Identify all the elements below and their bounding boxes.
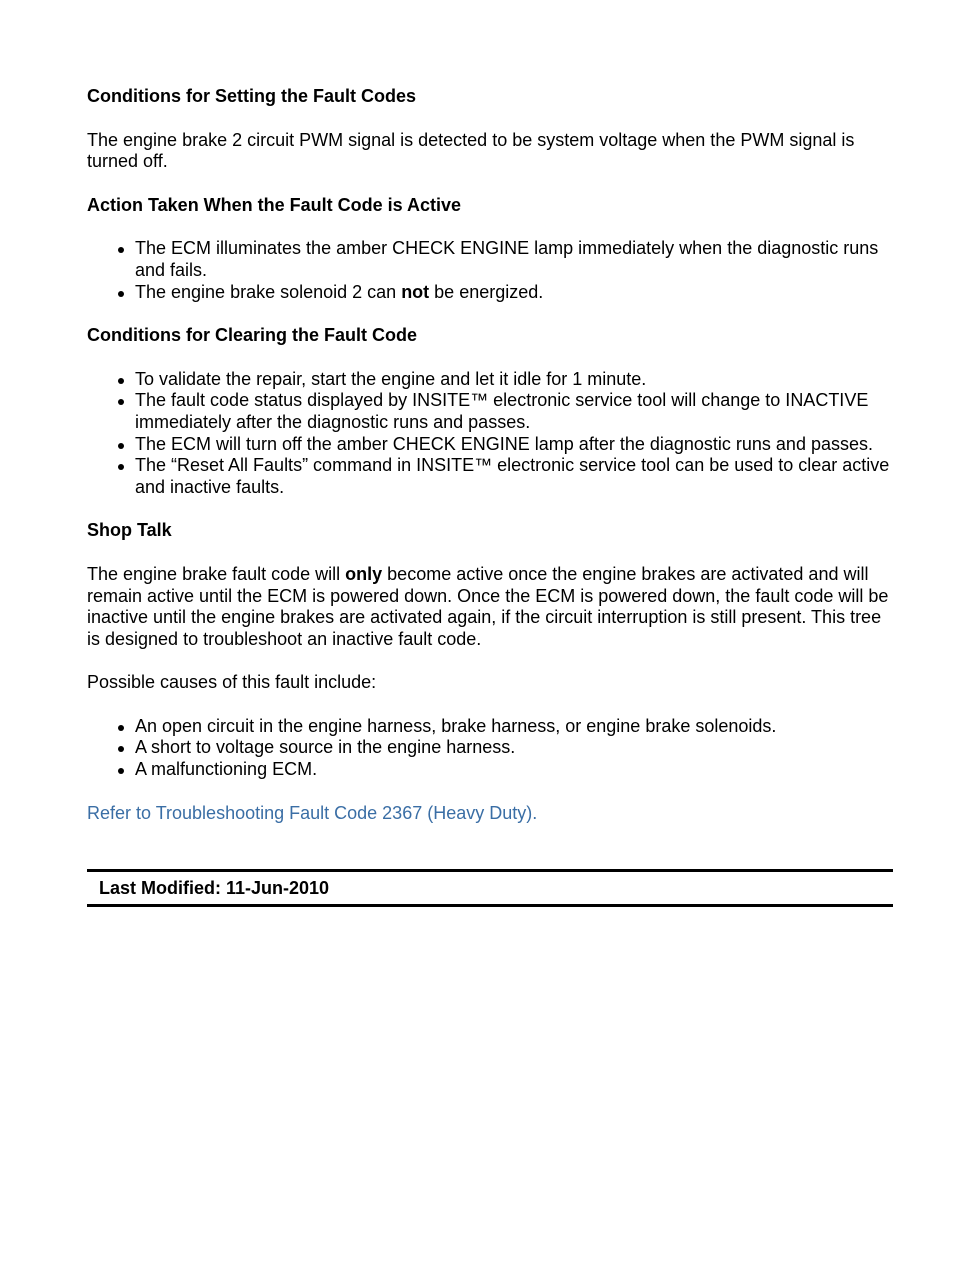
list-item: The “Reset All Faults” command in INSITE™ electronic service tool can be used to clear active and inactive faults.: [135, 455, 893, 498]
possible-causes-intro: Possible causes of this fault include:: [87, 672, 377, 693]
footer-bar: [87, 869, 893, 907]
list-item: The fault code status displayed by INSITE™ electronic service tool will change to INACTIVE immediately after the diagnostic runs and passes.: [135, 390, 893, 433]
list-item: The engine brake solenoid 2 can not be energized.: [135, 282, 893, 304]
document-body: [87, 86, 893, 824]
list-item: A malfunctioning ECM.: [135, 759, 893, 781]
list-item: A short to voltage source in the engine harness.: [135, 737, 893, 759]
shop-talk-heading: Shop Talk: [87, 520, 172, 541]
list-item: The ECM illuminates the amber CHECK ENGINE lamp immediately when the diagnostic runs and fails.: [135, 238, 893, 281]
clearing-conditions-list: [87, 369, 893, 499]
list-item: The ECM will turn off the amber CHECK ENGINE lamp after the diagnostic runs and passes.: [135, 434, 893, 456]
last-modified-label: Last Modified: 11-Jun-2010: [99, 878, 330, 898]
list-item: An open circuit in the engine harness, brake harness, or engine brake solenoids.: [135, 716, 893, 738]
action-taken-heading: Action Taken When the Fault Code is Active: [87, 194, 462, 215]
shop-talk-text: The engine brake fault code will only become active once the engine brakes are activated and will remain active until the ECM is powered down. Once the ECM is powered down, the fault code will be inactive until the engine brakes are activated again, if the circuit interruption is still present. This tree is designed to troubleshoot an inactive fault code.: [87, 563, 889, 649]
list-item: To validate the repair, start the engine and let it idle for 1 minute.: [135, 369, 893, 391]
emphasis-text: only: [345, 563, 383, 584]
possible-causes-list: [87, 716, 893, 781]
troubleshooting-link[interactable]: Refer to Troubleshooting Fault Code 2367 (Heavy Duty).: [87, 802, 538, 823]
setting-conditions-heading: Conditions for Setting the Fault Codes: [87, 86, 416, 106]
action-taken-list: [87, 238, 893, 303]
clearing-conditions-heading: Conditions for Clearing the Fault Code: [87, 325, 417, 346]
emphasis-text: not: [401, 281, 430, 302]
setting-conditions-text: The engine brake 2 circuit PWM signal is detected to be system voltage when the PWM signal is turned off.: [87, 129, 855, 172]
